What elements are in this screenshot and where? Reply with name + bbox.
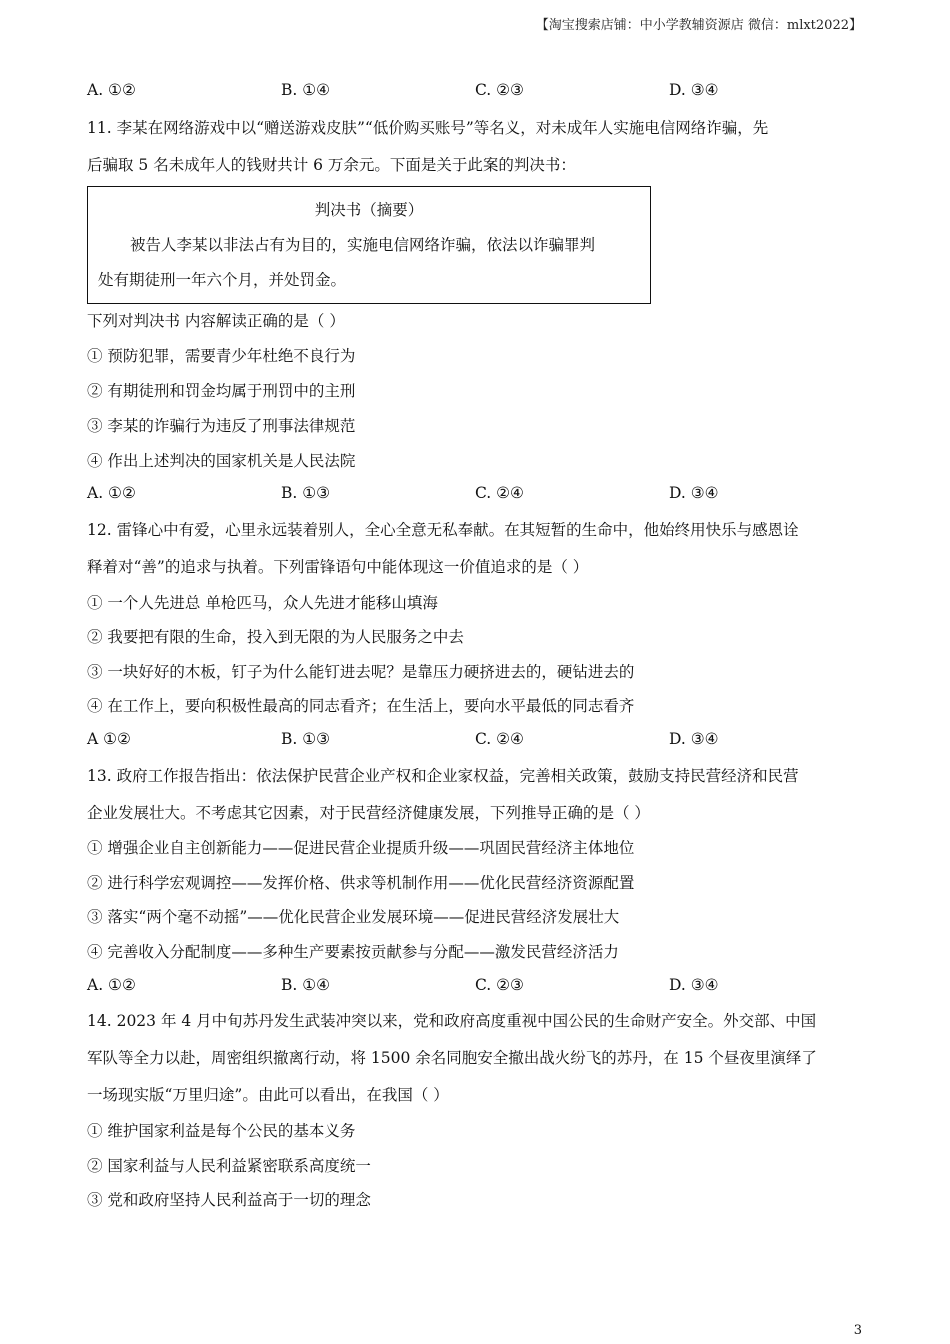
- q12-option-b[interactable]: B. ①③: [281, 730, 331, 748]
- q12-item-4: ④ 在工作上，要向积极性最高的同志看齐；在生活上，要向水平最低的同志看齐: [87, 697, 635, 715]
- q11-option-b[interactable]: B. ①③: [281, 484, 331, 502]
- q10-options: [87, 81, 857, 101]
- page-number: 3: [853, 1323, 862, 1338]
- q13-options: [87, 976, 857, 996]
- q13-option-d[interactable]: D. ③④: [669, 976, 719, 994]
- q14-item-2: ② 国家利益与人民利益紧密联系高度统一: [87, 1157, 371, 1175]
- q11-stem-line1: 11. 李某在网络游戏中以“赠送游戏皮肤”“低价购买账号”等名义，对未成年人实施电信网络诈骗，先: [87, 119, 769, 137]
- q12-stem-line2: 释着对“善”的追求与执着。下列雷锋语句中能体现这一价值追求的是（ ）: [87, 558, 589, 576]
- q13-option-b[interactable]: B. ①④: [281, 976, 331, 994]
- judgment-box: [87, 186, 651, 304]
- q10-option-c[interactable]: C. ②③: [475, 81, 524, 99]
- q13-item-4: ④ 完善收入分配制度——多种生产要素按贡献参与分配——激发民营经济活力: [87, 943, 619, 961]
- q12-item-3: ③ 一块好好的木板，钉子为什么能钉进去呢？是靠压力硬挤进去的，硬钻进去的: [87, 663, 635, 681]
- q13-stem-line2: 企业发展壮大。不考虑其它因素，对于民营经济健康发展，下列推导正确的是（ ）: [87, 804, 650, 822]
- q12-option-a[interactable]: A ①②: [87, 730, 131, 748]
- q11-question: 下列对判决书 内容解读正确的是（ ）: [87, 312, 345, 330]
- q13-item-1: ① 增强企业自主创新能力——促进民营企业提质升级——巩固民营经济主体地位: [87, 839, 635, 857]
- q11-option-a[interactable]: A. ①②: [87, 484, 136, 502]
- q14-item-3: ③ 党和政府坚持人民利益高于一切的理念: [87, 1191, 371, 1209]
- q11-options: [87, 484, 857, 504]
- q10-option-a[interactable]: A. ①②: [87, 81, 136, 99]
- q13-item-3: ③ 落实“两个毫不动摇”——优化民营企业发展环境——促进民营经济发展壮大: [87, 908, 620, 926]
- q12-item-1: ① 一个人先进总 单枪匹马，众人先进才能移山填海: [87, 594, 438, 612]
- q13-item-2: ② 进行科学宏观调控——发挥价格、供求等机制作用——优化民营经济资源配置: [87, 874, 635, 892]
- q13-option-c[interactable]: C. ②③: [475, 976, 524, 994]
- q11-item-3: ③ 李某的诈骗行为违反了刑事法律规范: [87, 417, 356, 435]
- judgment-box-line1: 被告人李某以非法占有为目的，实施电信网络诈骗，依法以诈骗罪判: [130, 236, 596, 254]
- q12-stem-line1: 12. 雷锋心中有爱，心里永远装着别人，全心全意无私奉献。在其短暂的生命中，他始终用快乐与感恩诠: [87, 521, 799, 539]
- q12-option-d[interactable]: D. ③④: [669, 730, 719, 748]
- q14-item-1: ① 维护国家利益是每个公民的基本义务: [87, 1122, 356, 1140]
- q14-stem-line3: 一场现实版“万里归途”。由此可以看出，在我国（ ）: [87, 1086, 449, 1104]
- q12-option-c[interactable]: C. ②④: [475, 730, 524, 748]
- q12-options: [87, 730, 857, 750]
- judgment-box-line2: 处有期徒刑一年六个月，并处罚金。: [98, 271, 347, 289]
- q11-item-1: ① 预防犯罪，需要青少年杜绝不良行为: [87, 347, 356, 365]
- q11-option-d[interactable]: D. ③④: [669, 484, 719, 502]
- page-header: 【淘宝搜索店铺：中小学教辅资源店 微信：mlxt2022】: [535, 18, 862, 33]
- q11-option-c[interactable]: C. ②④: [475, 484, 524, 502]
- q12-item-2: ② 我要把有限的生命，投入到无限的为人民服务之中去: [87, 628, 464, 646]
- q11-item-2: ② 有期徒刑和罚金均属于刑罚中的主刑: [87, 382, 356, 400]
- q14-stem-line2: 军队等全力以赴，周密组织撤离行动，将 1500 余名同胞安全撤出战火纷飞的苏丹，在 15 个昼夜里演绎了: [87, 1049, 817, 1067]
- q13-stem-line1: 13. 政府工作报告指出：依法保护民营企业产权和企业家权益，完善相关政策，鼓励支持民营经济和民营: [87, 767, 799, 785]
- q10-option-d[interactable]: D. ③④: [669, 81, 719, 99]
- q13-option-a[interactable]: A. ①②: [87, 976, 136, 994]
- judgment-box-title: 判决书（摘要）: [314, 201, 424, 219]
- q14-stem-line1: 14. 2023 年 4 月中旬苏丹发生武装冲突以来，党和政府高度重视中国公民的生命财产安全。外交部、中国: [87, 1012, 817, 1030]
- q10-option-b[interactable]: B. ①④: [281, 81, 331, 99]
- q11-stem-line2: 后骗取 5 名未成年人的钱财共计 6 万余元。下面是关于此案的判决书：: [87, 156, 576, 174]
- q11-item-4: ④ 作出上述判决的国家机关是人民法院: [87, 452, 356, 470]
